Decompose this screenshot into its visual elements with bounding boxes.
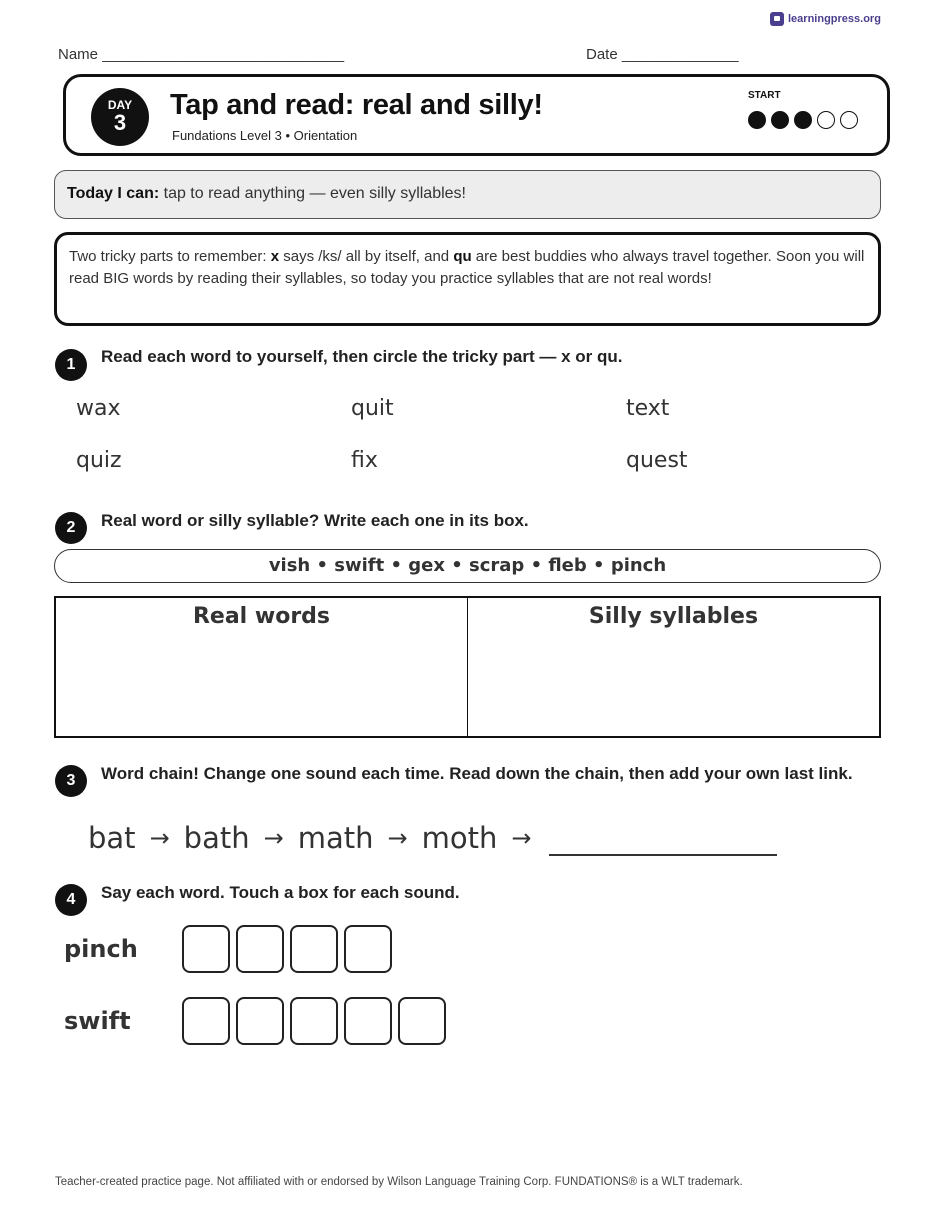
q1-word[interactable]: fix bbox=[351, 448, 378, 473]
intro-x: x bbox=[270, 248, 280, 265]
sort-table bbox=[54, 596, 881, 738]
day-badge bbox=[91, 88, 149, 146]
sound-box-word: swift bbox=[64, 1007, 131, 1035]
real-words-column[interactable] bbox=[56, 598, 467, 736]
question-4-text: Say each word. Touch a box for each sound. bbox=[101, 883, 460, 902]
word-chain bbox=[88, 820, 777, 856]
chain-word: bat bbox=[88, 821, 136, 855]
q1-word[interactable]: quiz bbox=[76, 448, 122, 473]
q1-word[interactable]: text bbox=[626, 396, 670, 421]
intro-part1: Two tricky parts to remember: bbox=[69, 248, 271, 265]
day-number: 3 bbox=[113, 110, 127, 135]
question-3-number: 3 bbox=[55, 765, 87, 797]
sound-box[interactable] bbox=[398, 997, 446, 1045]
today-label: Today I can: bbox=[67, 185, 160, 202]
question-2-text: Real word or silly syllable? Write each one in its box. bbox=[101, 511, 529, 530]
question-1-number: 1 bbox=[55, 349, 87, 381]
q1-word[interactable]: wax bbox=[76, 396, 121, 421]
arrow-right-icon: → bbox=[263, 824, 284, 852]
arrow-right-icon: → bbox=[511, 824, 532, 852]
arrow-right-icon: → bbox=[149, 824, 170, 852]
sound-box[interactable] bbox=[290, 997, 338, 1045]
name-blank: _____________________________ bbox=[102, 46, 345, 63]
real-words-header: Real words bbox=[192, 604, 331, 629]
sound-box[interactable] bbox=[182, 997, 230, 1045]
sound-box[interactable] bbox=[344, 997, 392, 1045]
sound-box-row bbox=[64, 925, 392, 973]
sound-boxes bbox=[182, 997, 446, 1045]
progress-dot-filled bbox=[794, 111, 812, 129]
sound-box-word: pinch bbox=[64, 935, 138, 963]
sound-box[interactable] bbox=[236, 925, 284, 973]
chain-word: bath bbox=[183, 821, 250, 855]
sound-box[interactable] bbox=[344, 925, 392, 973]
footer-note: Teacher-created practice page. Not affiliated with or endorsed by Wilson Language Training Corp. FUNDATIONS® is a WLT trademark. bbox=[55, 1176, 743, 1188]
chain-word: math bbox=[297, 821, 374, 855]
page-subtitle: Fundations Level 3 • Orientation bbox=[172, 128, 358, 143]
q1-word[interactable]: quest bbox=[626, 448, 688, 473]
sound-box[interactable] bbox=[236, 997, 284, 1045]
question-2-number: 2 bbox=[55, 512, 87, 544]
progress-dot-empty bbox=[817, 111, 835, 129]
chain-answer-line[interactable] bbox=[549, 820, 777, 856]
sound-boxes bbox=[182, 925, 392, 973]
progress-dots bbox=[748, 111, 858, 129]
today-text: tap to read anything — even silly syllables! bbox=[159, 185, 466, 202]
progress-dot-empty bbox=[840, 111, 858, 129]
date-blank: ______________ bbox=[621, 46, 739, 63]
chain-word: moth bbox=[421, 821, 498, 855]
progress-dot-filled bbox=[771, 111, 789, 129]
day-label: DAY bbox=[107, 98, 133, 112]
question-4-number: 4 bbox=[55, 884, 87, 916]
sound-box-row bbox=[64, 997, 446, 1045]
sound-box[interactable] bbox=[290, 925, 338, 973]
sound-box[interactable] bbox=[182, 925, 230, 973]
progress-dot-filled bbox=[748, 111, 766, 129]
question-1-text: Read each word to yourself, then circle the tricky part — x or qu. bbox=[101, 347, 623, 366]
intro-part2: says /ks/ all by itself, and bbox=[279, 248, 454, 265]
header-card bbox=[63, 74, 890, 156]
book-icon bbox=[770, 12, 784, 26]
date-field bbox=[586, 46, 739, 63]
q1-word[interactable]: quit bbox=[351, 396, 394, 421]
intro-part3: are best buddies who always travel together. Soon you will read BIG words by reading their syllables, so today you practice syllables that are not real words! bbox=[69, 248, 865, 287]
silly-syllables-column[interactable] bbox=[467, 598, 879, 736]
word-bank: vish • swift • gex • scrap • fleb • pinch bbox=[54, 549, 881, 583]
brand-text: learningpress.org bbox=[788, 13, 881, 25]
brand-logo bbox=[770, 12, 881, 26]
question-3-text: Word chain! Change one sound each time. Read down the chain, then add your own last link. bbox=[101, 764, 853, 783]
today-goal-box bbox=[54, 170, 881, 219]
arrow-right-icon: → bbox=[387, 824, 408, 852]
silly-syllables-header: Silly syllables bbox=[588, 604, 759, 629]
date-label: Date bbox=[586, 46, 618, 63]
name-label: Name bbox=[58, 46, 99, 63]
start-label: START bbox=[748, 90, 781, 101]
name-field bbox=[58, 46, 344, 63]
intro-qu: qu bbox=[453, 248, 472, 265]
page-title: Tap and read: real and silly! bbox=[170, 89, 543, 121]
intro-box bbox=[54, 232, 881, 326]
